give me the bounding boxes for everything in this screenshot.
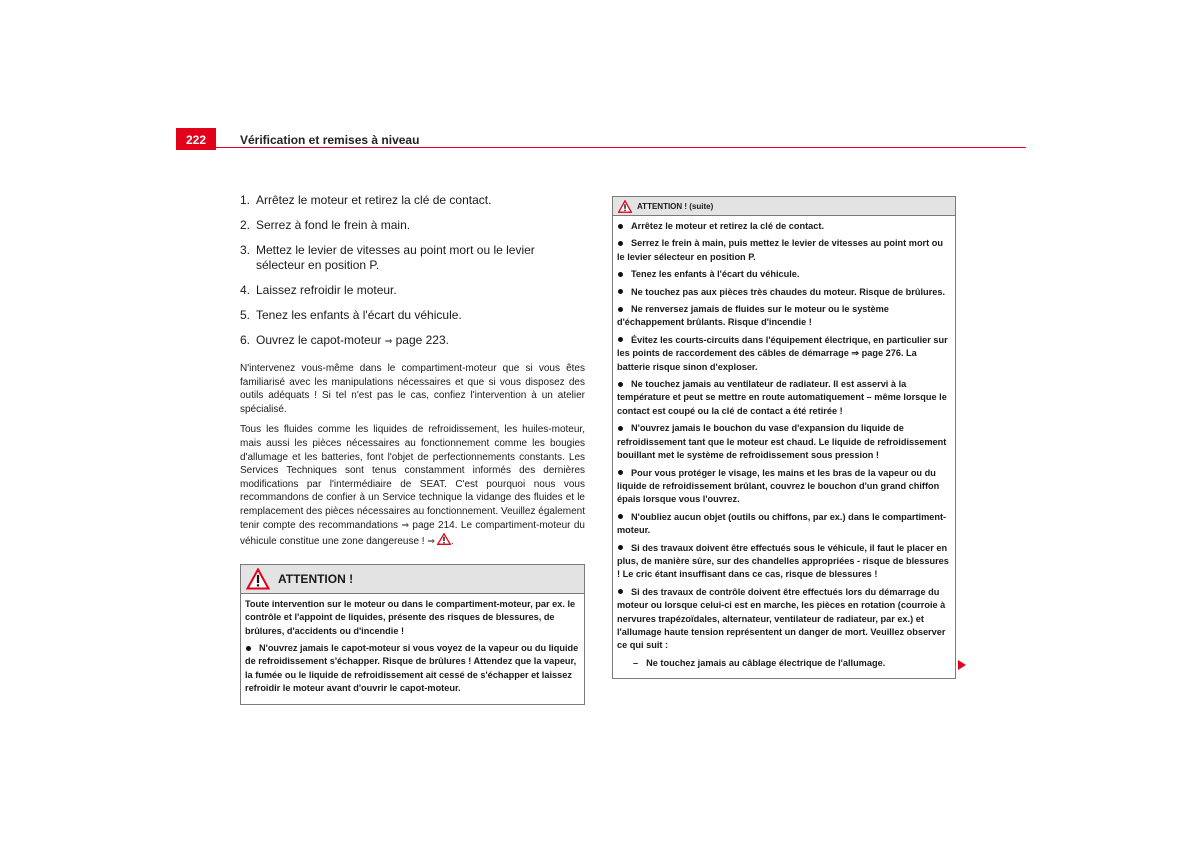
step-item xyxy=(240,283,585,298)
step-text: Ouvrez le capot-moteur xyxy=(256,333,385,347)
warning-bullet-text: Ne renversez jamais de fluides sur le moteur ou le système d'échappement brûlants. Risque d'incendie ! xyxy=(617,304,889,328)
warning-bullet-text: Ne touchez jamais au ventilateur de radiateur. Il est asservi à la température et peut se mettre en route automatiquement – même lorsque le contact est coupé ou la clé de contact a été retirée ! xyxy=(617,379,947,416)
warning-bullet xyxy=(617,542,950,582)
step-item xyxy=(240,333,585,350)
bullet-dot-icon xyxy=(618,382,623,387)
cross-reference-arrow: ⇒ xyxy=(427,537,435,548)
step-item xyxy=(240,218,585,233)
warning-bullet-text: Évitez les courts-circuits dans l'équipement électrique, en particulier sur les points de raccordement des câbles de démarrage ⇒ page 276. La batterie risque sinon d'exploser. xyxy=(617,334,948,372)
warning-bullet xyxy=(245,642,579,696)
fluids-paragraph xyxy=(240,423,585,549)
warning-bullet xyxy=(617,303,950,330)
bullet-dot-icon xyxy=(618,545,623,550)
step-text: Serrez à fond le frein à main. xyxy=(256,218,411,232)
warning-bullet-text: Arrêtez le moteur et retirez la clé de contact. xyxy=(631,221,825,231)
procedure-steps xyxy=(240,193,585,350)
continue-arrow-icon xyxy=(958,660,966,670)
left-column xyxy=(240,193,585,705)
warning-bullet xyxy=(617,220,950,233)
warning-body xyxy=(241,594,584,704)
bullet-dot-icon xyxy=(618,224,623,229)
warning-header xyxy=(613,197,955,216)
warning-bullet-text: N'ouvrez jamais le bouchon du vase d'expansion du liquide de refroidissement tant que le moteur est chaud. Le liquide de refroidissement bouillant met le système de refroidissement sous pression ! xyxy=(617,423,947,461)
bullet-dot-icon xyxy=(618,307,623,312)
bullet-dot-icon xyxy=(618,289,623,294)
step-number: 6. xyxy=(240,333,251,347)
warning-box-continued xyxy=(612,196,956,679)
warning-bullet xyxy=(617,511,950,538)
paragraph-text: Tous les fluides comme les liquides de refroidissement, les huiles-moteur, mais aussi les pièces nécessaires au fonctionnement comme les bougies d'allumage et les batteries, font l'objet de perfectionnements constants. Les Services Techniques sont tenus constamment informés des dernières modifications par l'intermédiaire de SEAT. C'est pourquoi nous vous recommandons de confier à un Service technique la vidange des fluides et le remplacement des pièces nécessaires au fonctionnement. Veuillez également tenir compte des recommandations xyxy=(240,424,585,531)
step-number: 1. xyxy=(240,193,251,207)
bullet-dot-icon xyxy=(618,241,623,246)
step-text: Arrêtez le moteur et retirez la clé de contact. xyxy=(256,193,492,207)
warning-bullet-text: Tenez les enfants à l'écart du véhicule. xyxy=(631,269,800,280)
warning-bullet xyxy=(617,334,950,374)
step-number: 4. xyxy=(240,283,251,297)
step-number: 5. xyxy=(240,308,251,322)
warning-triangle-icon xyxy=(437,533,451,545)
step-text: Mettez le levier de vitesses au point mort ou le levier sélecteur en position P. xyxy=(256,243,535,272)
warning-bullet-text: Serrez le frein à main, puis mettez le levier de vitesses au point mort ou le levier sélecteur en position P. xyxy=(617,238,943,262)
warning-title: ATTENTION ! (suite) xyxy=(637,201,714,211)
step-item xyxy=(240,308,585,323)
bullet-dot-icon xyxy=(246,646,251,651)
warning-header xyxy=(241,565,584,594)
bullet-dot-icon xyxy=(618,589,623,594)
cross-reference-arrow: ⇒ xyxy=(401,520,409,531)
step-item xyxy=(240,193,585,208)
step-item xyxy=(240,243,585,273)
warning-bullet xyxy=(617,268,950,281)
warning-intro: Toute intervention sur le moteur ou dans le compartiment-moteur, par ex. le contrôle et l'appoint de liquides, présente des risques de blessures, de brûlures, d'accidents ou d'incendie ! xyxy=(245,598,576,636)
warning-box xyxy=(240,564,585,705)
warning-body xyxy=(613,216,955,678)
warning-title: ATTENTION ! xyxy=(278,571,354,586)
warning-bullet-text: Ne touchez pas aux pièces très chaudes du moteur. Risque de brûlures. xyxy=(631,286,945,297)
step-number: 3. xyxy=(240,243,251,257)
warning-bullet-text: N'ouvrez jamais le capot-moteur si vous voyez de la vapeur ou du liquide de refroidissement s'échapper. Risque de brûlures ! Attendez que la vapeur, la fumée ou le liquide de refroidissement ait cessé de s'échapper et laissez refroidir le moteur avant d'ouvrir le capot-moteur. xyxy=(245,642,579,694)
paragraph-text: . xyxy=(450,536,454,548)
bullet-dot-icon xyxy=(618,426,623,431)
page-header xyxy=(176,128,1026,150)
intro-paragraph: N'intervenez vous-même dans le compartiment-moteur que si vous êtes familiarisé avec les manipulations nécessaires et que si vous disposez des outils adéquats ! Si tel n'est pas le cas, confiez l'intervention à un atelier spécialisé. xyxy=(240,363,585,415)
warning-bullet xyxy=(617,378,950,418)
right-column xyxy=(612,196,956,679)
step-text: Tenez les enfants à l'écart du véhicule. xyxy=(256,308,462,322)
step-text: Laissez refroidir le moteur. xyxy=(256,283,397,297)
page-number: 222 xyxy=(176,128,216,150)
warning-triangle-icon xyxy=(246,568,270,590)
warning-bullet-text: Si des travaux de contrôle doivent être effectués lors du démarrage du moteur ou lorsque celui-ci est en marche, les pièces en rotation (courroie à nervures trapézoïdales, alternateur, ventilateur de radiateur, par ex.) et l'allumage haute tension représentent un danger de mort. Veuillez observer ce qui suit : xyxy=(617,586,946,651)
bullet-dot-icon xyxy=(618,272,623,277)
section-title: Vérification et remises à niveau xyxy=(240,133,420,147)
bullet-dot-icon xyxy=(618,514,623,519)
bullet-dot-icon xyxy=(618,470,623,475)
warning-bullet-text: Si des travaux doivent être effectués sous le véhicule, il faut le placer en plus, de manière sûre, sur des chandelles appropriées - risque de blessures ! Le cric étant insuffisant dans ce cas, risque de blessures ! xyxy=(617,542,949,580)
warning-triangle-icon xyxy=(618,200,632,213)
cross-reference-arrow: ⇒ xyxy=(384,337,393,347)
page-reference-link[interactable]: page 223. xyxy=(392,333,449,347)
step-number: 2. xyxy=(240,218,251,232)
dash-marker: – xyxy=(633,657,639,668)
header-rule xyxy=(216,147,1026,148)
warning-bullet xyxy=(617,286,950,299)
page-reference-link[interactable]: page 214. Le compartiment-moteur du véhicule constitue une zone dangereuse ! xyxy=(240,519,585,548)
warning-bullet xyxy=(617,237,950,264)
warning-sub-item xyxy=(617,657,950,670)
bullet-dot-icon xyxy=(618,337,623,342)
warning-sub-item-text: Ne touchez jamais au câblage électrique de l'allumage. xyxy=(646,657,886,668)
warning-bullet-text: Pour vous protéger le visage, les mains et les bras de la vapeur ou du liquide de refroidissement brûlant, couvrez le bouchon d'un grand chiffon épais lorsque vous l'ouvrez. xyxy=(617,467,940,505)
warning-bullet xyxy=(617,586,950,653)
warning-bullet xyxy=(617,467,950,507)
warning-bullet xyxy=(617,422,950,462)
warning-bullet-text: N'oubliez aucun objet (outils ou chiffons, par ex.) dans le compartiment-moteur. xyxy=(617,511,947,536)
